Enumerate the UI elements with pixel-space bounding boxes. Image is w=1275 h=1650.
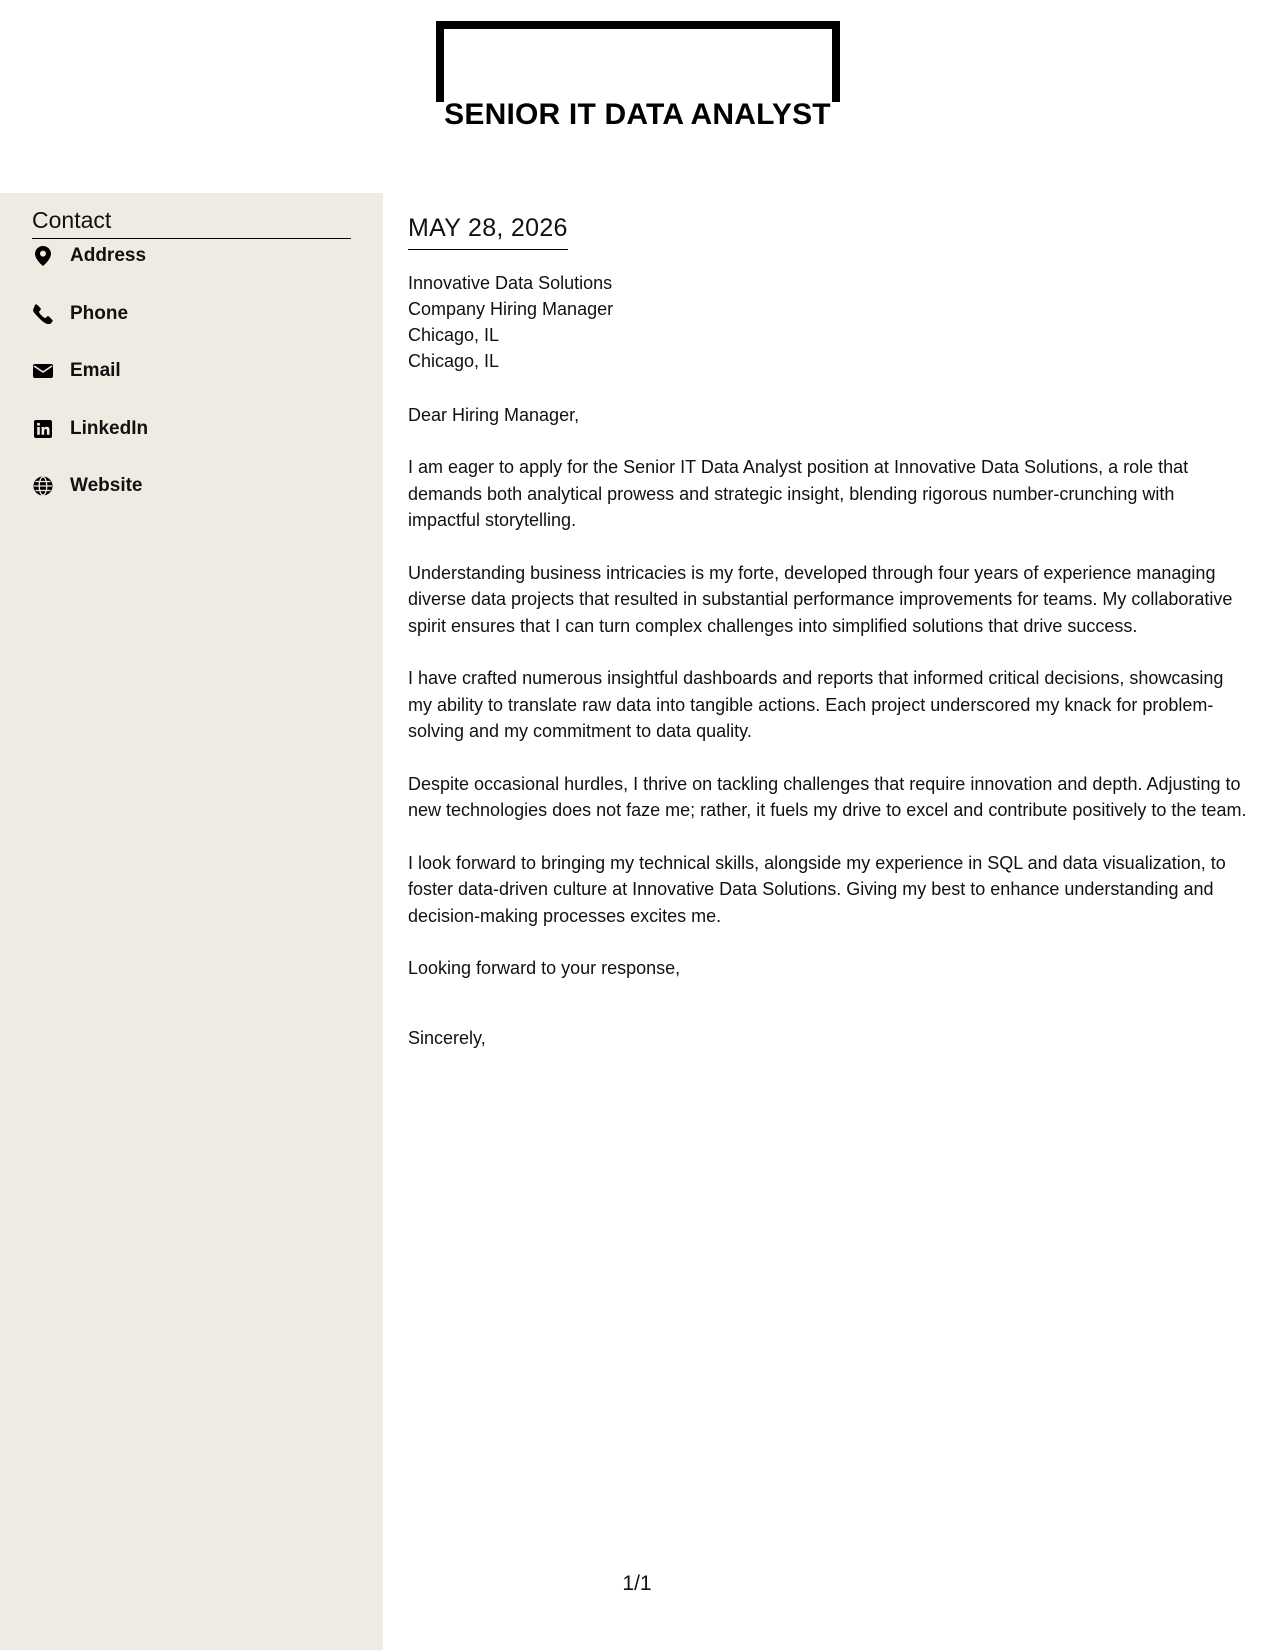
letter-paragraph: I look forward to bringing my technical skills, alongside my experience in SQL and data visualization, to foster data-driven culture at Innovative Data Solutions. Giving my best to enhance understanding and decision-making processes excites me.: [408, 852, 1226, 926]
letter-body: [408, 193, 1248, 1051]
linkedin-icon: [32, 418, 54, 440]
letter-paragraph: Despite occasional hurdles, I thrive on tackling challenges that require innovation and depth. Adjusting to new technologies does not faze me; rather, it fuels my drive to excel and contribute positively to the team.: [408, 773, 1247, 820]
contact-label: Address: [70, 245, 147, 266]
contact-label: Phone: [70, 302, 129, 324]
closing-line: Looking forward to your response,: [408, 958, 681, 978]
contact-item-website: [32, 475, 148, 533]
contact-label: Website: [70, 475, 143, 496]
signoff: Sincerely,: [408, 1028, 486, 1048]
recipient-block: [408, 270, 1248, 374]
recipient-city: Chicago, IL: [408, 325, 500, 345]
recipient-company: Innovative Data Solutions: [408, 273, 613, 293]
map-pin-icon: [32, 245, 54, 267]
header-frame: [436, 21, 840, 102]
contact-item-phone: [32, 303, 148, 361]
recipient-title: Company Hiring Manager: [408, 299, 614, 319]
sidebar: [0, 193, 383, 1650]
contact-item-address: [32, 245, 148, 303]
recipient-city: Chicago, IL: [408, 351, 500, 371]
letter-paragraph: I have crafted numerous insightful dashboards and reports that informed critical decisions, showcasing my ability to translate raw data into tangible actions. Each project underscored my knack for problem-solving and my commitment to data quality.: [408, 668, 1224, 741]
letter-date: MAY 28, 2026: [408, 213, 568, 250]
globe-icon: [32, 475, 54, 497]
contact-item-email: [32, 360, 148, 418]
letter-paragraph: Understanding business intricacies is my forte, developed through four years of experience managing diverse data projects that resulted in substantial performance improvements for teams. My collaborative spirit ensures that I can turn complex challenges into simplified solutions that drive success.: [408, 562, 1233, 636]
page-title: SENIOR IT DATA ANALYST: [444, 98, 831, 131]
salutation: Dear Hiring Manager,: [408, 405, 580, 425]
contact-label: LinkedIn: [70, 417, 149, 439]
page-number: 1/1: [622, 1572, 652, 1595]
contact-label: Email: [70, 360, 121, 381]
phone-icon: [32, 303, 54, 325]
contact-item-linkedin: [32, 418, 148, 476]
letter-paragraph: I am eager to apply for the Senior IT Data Analyst position at Innovative Data Solutions, a role that demands both analytical prowess and strategic insight, blending rigorous number-crunching with impactful storytelling.: [408, 457, 1189, 530]
contact-list: [32, 245, 148, 533]
contact-heading: Contact: [32, 207, 351, 239]
envelope-icon: [32, 360, 54, 382]
